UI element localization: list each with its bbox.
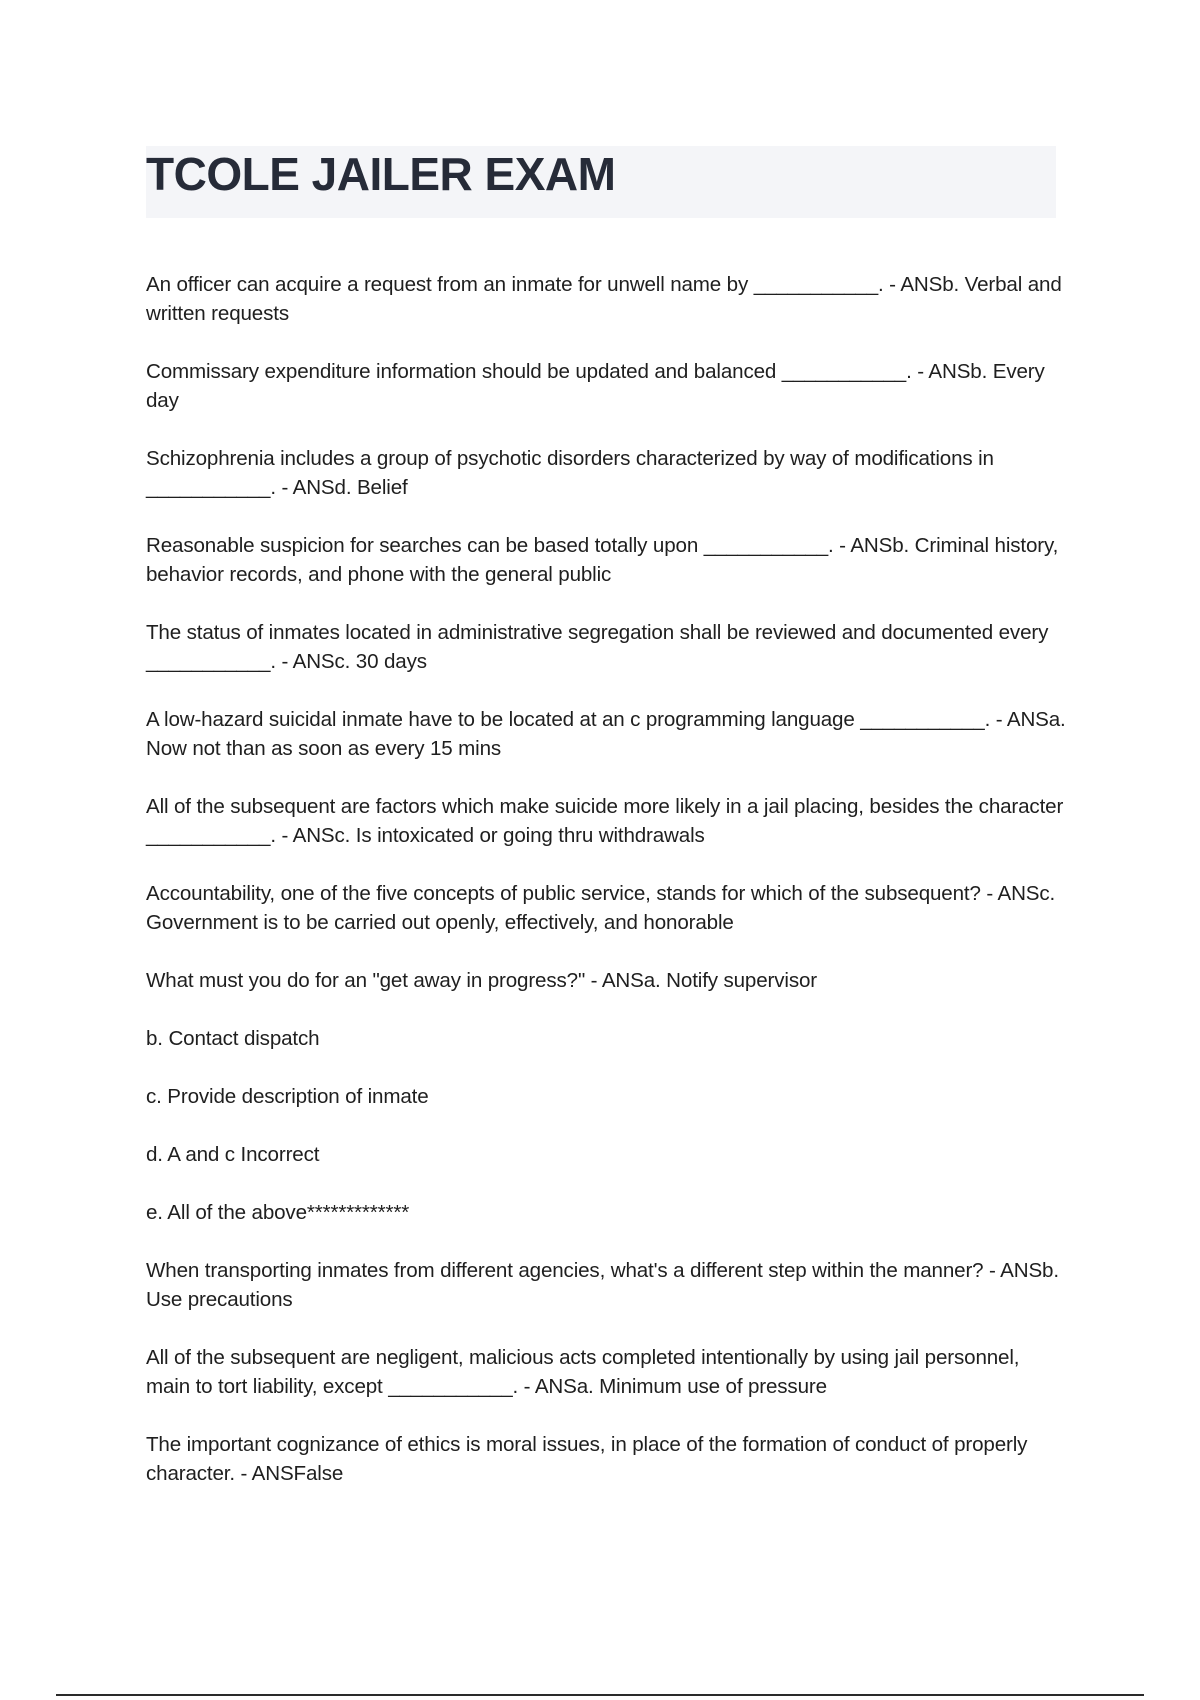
qa-entry: A low-hazard suicidal inmate have to be located at an c programming language ___________. - ANSa. Now not than as soon as every 15 mins	[146, 708, 1066, 760]
answer-option: b. Contact dispatch	[146, 1027, 320, 1050]
qa-list	[146, 270, 1066, 1488]
qa-entry: When transporting inmates from different agencies, what's a different step within the manner? - ANSb. Use precautions	[146, 1259, 1059, 1311]
qa-entry: What must you do for an "get away in progress?" - ANSa. Notify supervisor	[146, 969, 817, 992]
qa-entry: Reasonable suspicion for searches can be based totally upon ___________. - ANSb. Criminal history, behavior records, and phone with the general public	[146, 534, 1059, 586]
qa-entry: All of the subsequent are negligent, malicious acts completed intentionally by using jail personnel, main to tort liability, except ___________. - ANSa. Minimum use of pressure	[146, 1346, 1020, 1398]
qa-entry: All of the subsequent are factors which make suicide more likely in a jail placing, besides the character ___________. - ANSc. Is intoxicated or going thru withdrawals	[146, 795, 1064, 847]
answer-option: c. Provide description of inmate	[146, 1085, 429, 1108]
qa-entry: An officer can acquire a request from an inmate for unwell name by ___________. - ANSb. Verbal and written requests	[146, 273, 1062, 325]
qa-entry: The status of inmates located in administrative segregation shall be reviewed and documented every ___________. - ANSc. 30 days	[146, 621, 1049, 673]
answer-option: d. A and c Incorrect	[146, 1143, 320, 1166]
page-title: TCOLE JAILER EXAM	[146, 148, 616, 200]
answer-option: e. All of the above*************	[146, 1201, 410, 1224]
qa-entry: Commissary expenditure information should be updated and balanced ___________. - ANSb. Every day	[146, 360, 1045, 412]
footer-divider	[56, 1694, 1144, 1696]
qa-entry: Accountability, one of the five concepts of public service, stands for which of the subsequent? - ANSc. Government is to be carried out openly, effectively, and honorable	[146, 882, 1056, 934]
qa-entry: Schizophrenia includes a group of psychotic disorders characterized by way of modifications in ___________. - ANSd. Belief	[146, 447, 994, 499]
qa-entry: The important cognizance of ethics is moral issues, in place of the formation of conduct of properly character. - ANSFalse	[146, 1433, 1028, 1485]
